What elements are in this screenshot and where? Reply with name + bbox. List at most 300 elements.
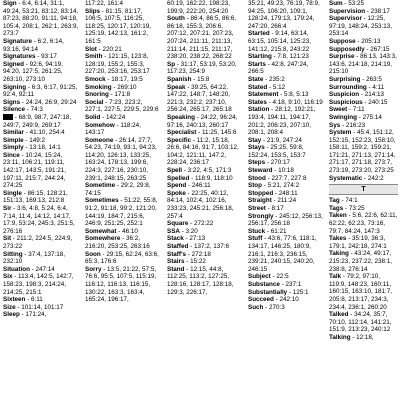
index-entry xyxy=(3,311,79,319)
index-entry xyxy=(329,334,398,342)
index-term: Stated xyxy=(248,83,268,91)
page-references: - 6:3, 6:17, 91:25, 92:4, 92:11 xyxy=(3,83,78,99)
index-entry xyxy=(3,106,79,114)
page-references: - 242:2 xyxy=(362,174,384,182)
index-term: Social xyxy=(85,98,104,106)
page-references: - 86:13, 143:3, 143:6, 214:18, 214:19, 215:10 xyxy=(329,53,397,76)
index-term: Started xyxy=(248,30,270,38)
page-references: - 74:3 xyxy=(25,106,43,114)
page-references: 35:21, 49:23, 76:19, 78:9, 94:25, 106:20, 109:1, 128:24, 179:13, 179:24, 247:20, 266:4 xyxy=(248,0,320,30)
index-entry xyxy=(167,129,242,137)
index-entry xyxy=(248,99,323,107)
index-entry xyxy=(248,213,323,228)
index-term: Somehow xyxy=(85,121,115,129)
index-column-5 xyxy=(329,0,398,400)
index-term: Smock xyxy=(85,75,106,83)
index-entry xyxy=(85,197,161,227)
page-references: - 12:15, 44:8, 112:25, 113:2, 127:25, 128:16, 128:17, 128:18, 129:3, 226:17, xyxy=(167,265,234,296)
index-term: Someone xyxy=(85,136,114,144)
index-term: Talk xyxy=(329,273,342,281)
index-term: Stuff xyxy=(248,235,263,243)
page-references: - 53:25 xyxy=(342,0,365,7)
index-term: Speak xyxy=(167,83,186,91)
page-references: - 4:11 xyxy=(366,83,385,91)
index-term: Stop xyxy=(248,182,262,190)
index-entry xyxy=(329,99,398,107)
index-entry xyxy=(3,235,79,250)
index-entry xyxy=(329,212,398,235)
index-entry xyxy=(248,228,323,236)
page-references: - 113:4, 142:5, 142:7, 158:23, 198:3, 214:24, 214:25, 215:1 xyxy=(3,273,74,296)
index-term: Since xyxy=(3,151,20,159)
index-entry xyxy=(85,53,161,76)
index-entry xyxy=(167,0,242,15)
page-references: - 10:24, 15:24, 23:11, 106:21, 119:11, 142:17, 143:5, 191:21, 197:11, 215:7, 244:24, 274:25 xyxy=(3,151,67,190)
index-entry xyxy=(329,311,398,334)
page-references: - 5:12 xyxy=(267,83,286,91)
index-term: Station xyxy=(248,106,270,114)
index-entry xyxy=(85,235,161,250)
index-entry xyxy=(3,114,79,129)
index-entry xyxy=(248,84,323,92)
index-entry xyxy=(3,144,79,152)
page-references: - 37:4, 137:18, 232:10 xyxy=(3,250,65,266)
index-entry xyxy=(329,273,398,311)
index-term: Silence xyxy=(3,106,26,114)
page-references: - 216:23 xyxy=(340,121,366,129)
page-references: - 68:9, 98:7, 247:18, 249:7, 249:9, 269:17 xyxy=(3,113,72,129)
index-term: Suppose xyxy=(329,37,356,45)
index-entry xyxy=(248,106,323,136)
index-term: Sixteen xyxy=(3,296,26,304)
index-term: Stairs xyxy=(167,258,185,266)
index-entry xyxy=(3,137,79,145)
index-entry xyxy=(248,304,323,312)
page-references: - 43:6, 77:6, 118:1, 134:17, 146:25, 180:9, 216:1, 216:3, 236:15, 239:21, 240:15, 240:20, 246:15 xyxy=(248,235,317,273)
page-references: - 42:8, 247:24, 266:5 xyxy=(248,60,309,76)
index-term: Spanish xyxy=(167,75,192,83)
index-term: Succeed xyxy=(248,296,274,304)
index-term: South xyxy=(167,15,185,23)
index-entry xyxy=(167,61,242,76)
page-references: - 35:19, 36:3, 179:1, 242:18, 274:1 xyxy=(329,235,387,250)
index-term: Smoking xyxy=(85,83,112,91)
index-term: Smith xyxy=(85,53,103,61)
page-references: - 214:13 xyxy=(359,91,384,99)
index-entry xyxy=(248,0,323,30)
index-entry xyxy=(3,296,79,304)
index-entry xyxy=(85,76,161,84)
index-entry xyxy=(329,197,398,205)
index-term: Straight xyxy=(248,197,272,205)
page-references: - 246:11 xyxy=(186,182,211,190)
index-term: Supposedly xyxy=(329,45,365,53)
page-references: - 41:10, 254:4 xyxy=(24,129,65,137)
index-term: Tags xyxy=(329,204,344,212)
index-term: Stood xyxy=(248,174,266,182)
page-references: - 149:2 xyxy=(23,136,46,144)
index-term: SSA xyxy=(167,227,180,235)
index-term: Soon xyxy=(85,250,101,258)
index-entry xyxy=(167,84,242,114)
index-term: Somewhere xyxy=(85,235,121,243)
index-entry xyxy=(167,137,242,167)
index-term: Taking xyxy=(329,250,349,258)
index-term: Supervision xyxy=(329,7,366,15)
index-entry xyxy=(85,0,161,8)
index-term: Steward xyxy=(248,167,273,175)
index-entry xyxy=(167,175,242,183)
index-term: Takes xyxy=(329,235,347,243)
page-references: - 39:25, 64:22, 147:22, 148:7, 148:20, 221:3, 232:2, 237:10, 256:24, 265:17, 265:18 xyxy=(167,83,232,114)
page-references: - 118:24, 143:17 xyxy=(85,121,141,137)
page-references: - 3:20 xyxy=(179,227,198,235)
page-references: - 46:10 xyxy=(116,227,138,235)
page-references: - 7:8, 121:23 xyxy=(271,53,309,61)
page-references: - 245:12, 256:13, 256:17, 256:18 xyxy=(248,212,323,228)
index-column-3 xyxy=(167,0,242,400)
page-references: - 6:2, 6:14, 93:16, 94:14 xyxy=(3,37,64,53)
index-entry xyxy=(248,61,323,76)
index-entry xyxy=(248,159,323,167)
index-term: Size xyxy=(3,303,16,311)
index-term: Talking xyxy=(329,333,351,341)
page-references: - 73:25 xyxy=(343,204,365,212)
page-references: - 272:22 xyxy=(188,220,214,228)
page-references: - 238:17 xyxy=(365,7,390,15)
page-references: - 79:2, 97:10, 119:9, 148:23, 160:11, 160:15, 163:10, 181:7, 205:8, 213:17, 234:3, 234:4, 236:1, 260:20 xyxy=(329,273,393,311)
index-entry xyxy=(248,167,323,175)
index-column-2 xyxy=(85,0,161,400)
index-entry xyxy=(85,84,161,92)
index-term: Supervisor xyxy=(329,15,362,23)
index-entry xyxy=(248,289,323,297)
index-entry xyxy=(85,251,161,266)
index-entry xyxy=(248,273,323,281)
page-references: 60:19, 162:22, 198:23, 199:9, 222:20, 254:20 xyxy=(167,0,231,15)
index-term: Strongly xyxy=(248,212,274,220)
page-references: - 12:25, 97:19, 148:24, 253:13, 253:14 xyxy=(329,15,393,38)
index-term: Somewhat xyxy=(85,227,117,235)
page-references: - 21:9, 247:24 xyxy=(261,136,302,144)
index-term: Sir xyxy=(3,205,12,213)
redaction-block xyxy=(3,114,13,120)
page-references: - 5:21, 274:2 xyxy=(262,182,300,190)
index-term: Swinging xyxy=(329,113,357,121)
index-term: Single xyxy=(3,189,22,197)
index-term: Specific xyxy=(167,136,192,144)
page-references: - 8:17 xyxy=(265,205,284,213)
index-term: Slot xyxy=(85,45,97,53)
index-term: Sp xyxy=(167,60,176,68)
index-term: Signature xyxy=(3,37,33,45)
index-entry xyxy=(85,137,161,183)
index-term: Slips xyxy=(85,7,101,15)
index-term: Situation xyxy=(3,265,30,273)
index-entry xyxy=(248,91,323,99)
page-references: - 237:1 xyxy=(279,280,302,288)
page-references: - 263:5 xyxy=(360,75,382,83)
page-references: - 7:11 xyxy=(347,106,365,114)
index-column-4 xyxy=(248,0,323,400)
index-entry xyxy=(167,251,242,259)
index-term: State xyxy=(248,75,264,83)
index-term: Street xyxy=(248,205,266,213)
page-references: - 211:2, 224:5, 224:9, 273:22 xyxy=(3,235,73,250)
page-references: - 270:17 xyxy=(265,159,291,167)
index-term: Square xyxy=(167,220,189,228)
index-entry xyxy=(329,175,398,183)
page-references: - 93:17 xyxy=(35,53,57,61)
index-term: Starting xyxy=(248,53,272,61)
page-references: - 240:15 xyxy=(362,98,388,106)
index-entry xyxy=(3,0,79,38)
page-references: - 142:24 xyxy=(100,113,126,121)
index-term: Substantially xyxy=(248,288,288,296)
index-entry xyxy=(167,76,242,84)
page-references: - 26:14, 27:7, 54:23, 74:19, 93:1, 94:23, 114:20, 126:13, 133:25, 163:24, 178:13, 199:6, 224:3, 227:16, 230:10, 239:1, 248:15, 263:25 xyxy=(85,136,157,182)
index-term: Spoke xyxy=(167,189,186,197)
page-references: - 15:8 xyxy=(191,75,210,83)
index-term: Signed xyxy=(3,60,24,68)
page-references: - 125:1 xyxy=(287,288,309,296)
index-term: Spelled xyxy=(167,174,190,182)
index-entry xyxy=(248,144,323,159)
index-entry xyxy=(3,53,79,61)
index-term: Such xyxy=(248,303,264,311)
index-entry xyxy=(248,296,323,304)
index-entry xyxy=(329,129,398,175)
index-term: Steps xyxy=(248,159,266,167)
index-entry xyxy=(248,30,323,53)
page-references: - 5:8, 5:13 xyxy=(278,91,309,99)
index-entry xyxy=(167,228,242,236)
page-references: - 43:24, 49:17, 215:23, 237:22, 238:1, 238:8, 276:14 xyxy=(329,250,393,273)
index-term: Sorry xyxy=(85,265,102,273)
page-references: - 7:23, 223:2, 227:1, 227:5, 229:5, 229:6 xyxy=(85,98,159,114)
index-term: Substance xyxy=(248,280,280,288)
page-references: - 6:4, 6:14, 31:1, 49:24, 53:21, 83:12, 83:14, 87:23, 88:20, 91:11, 94:18, 105:4, 208:1, 262:1, 263:9, 273:7 xyxy=(3,0,79,38)
index-entry xyxy=(248,182,323,190)
index-term: Sit xyxy=(3,235,12,243)
index-entry xyxy=(3,61,79,84)
index-entry xyxy=(3,99,79,107)
index-entry xyxy=(167,266,242,296)
index-term: Signs xyxy=(3,98,21,106)
page-references: - 272:18 xyxy=(186,250,211,258)
index-entry xyxy=(3,205,79,235)
index-entry xyxy=(167,182,242,190)
index-term: Stack xyxy=(167,235,184,243)
index-entry xyxy=(329,122,398,130)
index-entry xyxy=(3,304,79,312)
index-term: Simply xyxy=(3,144,24,152)
index-term: Tag xyxy=(329,197,340,205)
index-term: Stuck xyxy=(248,227,266,235)
index-column-1 xyxy=(3,0,79,400)
index-term: Starts xyxy=(248,60,266,68)
index-term: Sign xyxy=(3,0,17,7)
page-references: - 270:3 xyxy=(263,303,285,311)
page-references: - 25:25, 59:8, 152:24, 153:5, 153:7 xyxy=(248,144,306,159)
page-references: - 171:8 xyxy=(108,91,131,99)
index-term: Spend xyxy=(167,182,187,190)
index-term: Speaking xyxy=(167,113,195,121)
index-term: Subject xyxy=(248,273,271,281)
page-references: - 45:4, 151:12, 152:15, 152:23, 158:10, 158:11, 159:2, 159:21, 171:21, 271:13, 271:14, 271:17, 271:18, 273:7, 273:19, 273:20, 273:25 xyxy=(329,129,396,175)
index-entry xyxy=(329,38,398,46)
index-entry xyxy=(167,190,242,220)
index-term: Systematic xyxy=(329,174,363,182)
index-entry xyxy=(85,99,161,114)
index-entry xyxy=(329,106,398,114)
index-term: Six xyxy=(3,273,13,281)
index-entry xyxy=(3,266,79,274)
index-entry xyxy=(329,250,398,273)
index-entry xyxy=(3,152,79,190)
page-references: - 121:15, 123:8, 128:19, 155:2, 155:3, 227:20, 253:16, 253:17 xyxy=(85,53,150,76)
index-entry xyxy=(329,114,398,122)
index-entry xyxy=(167,167,242,175)
index-entry xyxy=(329,205,398,213)
index-entry xyxy=(167,235,242,243)
page-references: - 36:2, 216:20, 253:25, 263:16 xyxy=(85,235,150,250)
page-references: - 15:22 xyxy=(184,258,206,266)
page-references: - 267:15 xyxy=(364,45,390,53)
page-references: - 27:13 xyxy=(183,235,206,243)
page-references: - 247:14 xyxy=(29,265,55,273)
section-letter-header: T xyxy=(329,184,398,195)
page-references: - 248:11 xyxy=(273,189,298,197)
page-references: - 11:25, 145:6 xyxy=(196,129,237,137)
page-references: - 11:2, 15:18, 26:6, 84:16, 91:7, 103:12, 104:2, 121:11, 147:2, 228:24, 236:17 xyxy=(167,136,239,167)
page-references: - 81:15, 81:17, 106:5, 107:5, 116:25, 118:25, 120:17, 120:19, 125:19, 142:13, 161:2, 161:5 xyxy=(85,7,152,45)
index-entry xyxy=(329,53,398,76)
index-entry xyxy=(329,46,398,54)
index-entry xyxy=(167,220,242,228)
page-references: - 227:7, 227:8 xyxy=(265,174,307,182)
page-references: - 5:6, 22:6, 62:11, 62:22, 62:23, 73:16, 79:7, 84:24, 147:3 xyxy=(329,212,398,235)
index-term: Solid xyxy=(85,113,101,121)
page-references: - 86:15, 128:21, 151:13, 169:13, 212:8 xyxy=(3,189,68,205)
index-entry xyxy=(3,84,79,99)
index-entry xyxy=(3,251,79,266)
index-entry xyxy=(167,15,242,61)
index-entry xyxy=(85,122,161,137)
page-references: - 101:14, 101:17 xyxy=(15,303,64,311)
page-references: - 235:2 xyxy=(263,75,285,83)
page-references: - 24:24, 26:9, 29:24 xyxy=(20,98,77,106)
index-term: Sitting xyxy=(3,250,23,258)
index-term: System xyxy=(329,129,352,137)
index-entry xyxy=(248,235,323,273)
index-term: Spell xyxy=(167,167,183,175)
page-references: - 13:5, 21:22, 57:5, 76:6, 95:5, 107:5, 115:19, 116:12, 116:13, 116:15, 130:22, 163:3, 163:4, 165:24, 196:17, xyxy=(85,265,157,304)
index-entry xyxy=(85,114,161,122)
index-entry xyxy=(167,243,242,251)
index-entry xyxy=(248,53,323,61)
page-references: - 22:5 xyxy=(270,273,289,281)
index-entry xyxy=(248,205,323,213)
index-term: Sweet xyxy=(329,106,348,114)
page-references: - 10:18 xyxy=(272,167,294,175)
page-references: - 29:15, 62:24, 63:6, 65:3, 176:6 xyxy=(85,250,159,266)
index-term: Stand xyxy=(167,265,185,273)
page-references: - 242:10 xyxy=(273,296,299,304)
index-entry xyxy=(329,8,398,16)
page-references: - 9:14, 63:14, 63:15, 105:14, 125:23, 141:12, 215:8, 243:22 xyxy=(248,30,312,53)
index-entry xyxy=(329,91,398,99)
index-term: Taken xyxy=(329,212,347,220)
index-term: Surprising xyxy=(329,75,361,83)
index-entry xyxy=(329,15,398,38)
index-entry xyxy=(248,76,323,84)
page-references: - 3:6, 4:8, 5:24, 6:4, 7:14, 11:4, 14:12, 14:17, 17:9, 53:24, 245:3, 251:5, 276:16 xyxy=(3,205,75,235)
index-entry xyxy=(85,182,161,197)
index-entry xyxy=(3,129,79,137)
index-entry xyxy=(329,235,398,250)
index-term: Stopped xyxy=(248,189,274,197)
index-term: Stays xyxy=(248,144,265,152)
page-references: - 211:24 xyxy=(271,197,297,205)
page-references: - 34:24, 35:7, 70:10, 112:14, 141:21, 151:9, 213:23, 240:12 xyxy=(329,311,392,334)
page-references: - 13:18, 14:1 xyxy=(23,144,61,152)
page-references: - 4:18, 9:10, 116:19 xyxy=(266,98,323,106)
page-references: 117:22, 161:4 xyxy=(85,0,124,7)
page-references: - 171:24, xyxy=(19,311,47,319)
index-entry xyxy=(85,8,161,46)
index-entry xyxy=(248,197,323,205)
index-term: Surrounding xyxy=(329,83,367,91)
page-references: - 61:21 xyxy=(265,227,287,235)
index-entry xyxy=(329,76,398,84)
index-entry xyxy=(167,258,242,266)
index-term: Simple xyxy=(3,136,24,144)
page-references: - 28:12, 192:21, 193:4, 194:11, 194:17, 201:2, 206:23, 207:10, 208:1, 208:4 xyxy=(248,106,316,137)
page-references: - 18:17, 19:5 xyxy=(105,75,143,83)
index-term: Stay xyxy=(248,136,262,144)
index-term: Staffed xyxy=(167,243,189,250)
page-references: - 12:18, xyxy=(350,333,374,341)
index-entry xyxy=(329,0,398,8)
index-entry xyxy=(3,38,79,53)
index-term: Sys xyxy=(329,121,341,129)
index-entry xyxy=(85,46,161,54)
page-references: - 92:6, 94:19, 94:20, 127:5, 261:25, 263:10, 273:10 xyxy=(3,60,63,83)
page-references: - 220:21 xyxy=(96,45,122,53)
index-term: Sometime xyxy=(85,182,116,190)
index-term: Statement xyxy=(248,91,279,99)
page-references: - 205:13 xyxy=(355,37,381,45)
page-references: - 24:22, 96:24, 97:16, 240:13, 260:17 xyxy=(167,113,238,129)
page-references: - 22:25, 40:12, 84:14, 102:4, 102:16, 233:23, 245:21, 256:18, 257:4 xyxy=(167,189,234,220)
page-references: - 86:4, 86:5, 86:6, 86:18, 155:3, 206:6, 207:12, 207:21, 207:23, 207:24, 211:11, 211:13, 211:14, 211:15, 211:17, 238:20, 238:22, 268:22 xyxy=(167,15,236,61)
page-references: - 29:2, 29:8, 74:15 xyxy=(85,182,151,197)
index-term: Talked xyxy=(329,311,349,319)
index-term: Surprise xyxy=(329,53,355,61)
index-entry xyxy=(85,91,161,99)
index-entry xyxy=(85,228,161,236)
index-entry xyxy=(248,137,323,145)
index-entry xyxy=(85,266,161,304)
page-references: - 137:2, 137:6 xyxy=(188,243,229,250)
page-references: - 74:1 xyxy=(339,197,358,205)
page-references: - 118:9, 118:10 xyxy=(189,174,233,182)
page-references: - 275:14 xyxy=(356,113,382,121)
index-term: States xyxy=(248,98,267,106)
index-term: Sometimes xyxy=(85,197,119,205)
index-entry xyxy=(167,114,242,129)
